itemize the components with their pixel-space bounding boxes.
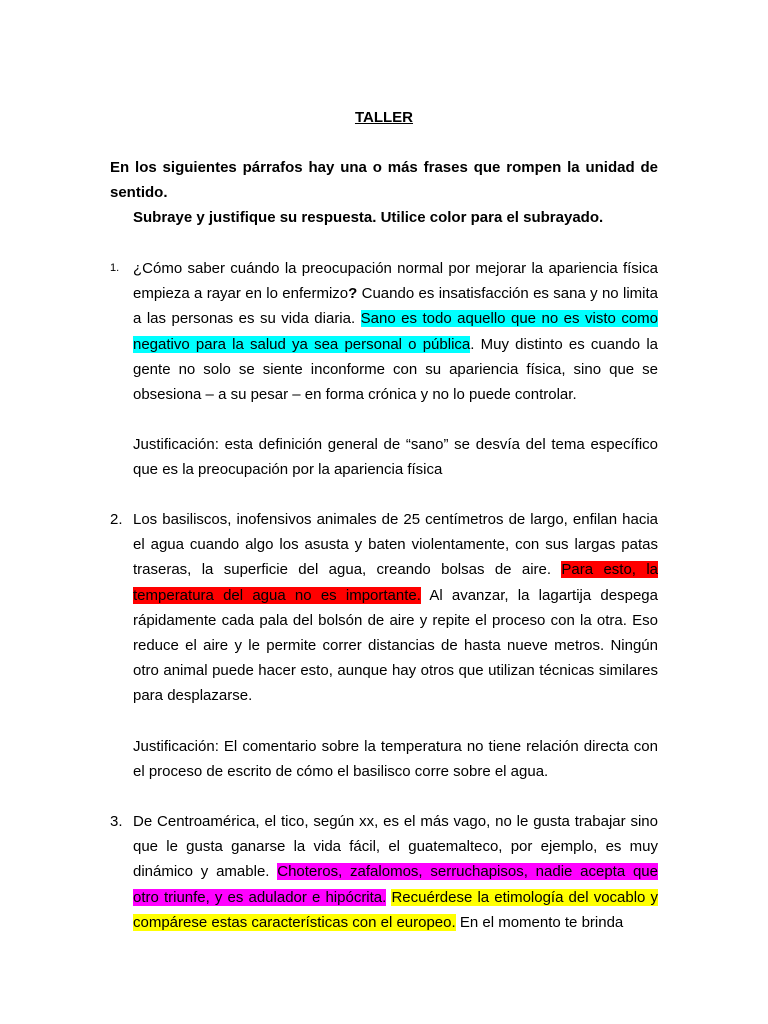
justification-1: Justificación: esta definición general de “sano” se desvía del tema específico que es la preocupación por la apariencia física	[133, 436, 658, 479]
exercise-item-3	[110, 809, 658, 935]
highlighted-sentence-yellow: Recuérdese la etimología del vocablo y compárese estas características con el europeo.	[133, 888, 659, 931]
item-paragraph	[133, 256, 658, 407]
page-title: TALLER	[354, 109, 414, 126]
justification-2: Justificación: El comentario sobre la temperatura no tiene relación directa con el proceso de escrito de cómo el basilisco corre sobre el agua.	[133, 738, 658, 781]
item-number: 1.	[110, 262, 120, 274]
highlighted-sentence-magenta: Choteros, zafalomos, serruchapisos, nadie acepta que otro triunfe, y es adulador e hipócrita.	[133, 863, 658, 906]
paragraph-text: Los basiliscos, inofensivos animales de 25 centímetros de largo, enfilan hacia el agua cuando algo los asusta y baten violentamente, con sus largas patas traseras, la superficie del agua, creando bolsas de aire.	[133, 511, 658, 579]
exercise-item-1	[110, 256, 658, 407]
question-mark: ?	[348, 285, 358, 303]
item-number: 3.	[110, 813, 123, 830]
instructions-line-2: Subraye y justifique su respuesta. Utilice color para el subrayado.	[133, 209, 604, 226]
paragraph-text: . Muy distinto es cuando la gente no solo se siente inconforme con su apariencia física, sino que se obsesiona – a su pesar – en forma crónica y no lo puede controlar.	[133, 335, 658, 404]
instructions-line-1: En los siguientes párrafos hay una o más frases que rompen la unidad de sentido.	[110, 159, 658, 201]
paragraph-text: ¿Cómo saber cuándo la preocupación normal por mejorar la apariencia física empieza a rayar en lo enfermizo	[133, 260, 658, 303]
highlighted-sentence: Sano es todo aquello que no es visto como negativo para la salud ya sea personal o pública	[133, 310, 658, 353]
paragraph-text: Cuando es insatisfacción es sana y no limita a las personas es su vida diaria.	[133, 285, 658, 328]
exercise-item-2	[110, 507, 658, 709]
highlighted-sentence: Para esto, la temperatura del agua no es importante.	[133, 561, 658, 604]
item-paragraph	[133, 809, 658, 935]
paragraph-text: Al avanzar, la lagartija despega rápidamente cada pala del bolsón de aire y repite el proceso con la otra. Eso reduce el aire y le permite correr distancias de hasta nueve metros. Ningún otro animal puede hacer esto, aunque hay otros que utilizan técnicas similares para desplazarse.	[133, 586, 658, 705]
paragraph-text: De Centroamérica, el tico, según xx, es el más vago, no le gusta trabajar sino que le gusta ganarse la vida fácil, el guatemalteco, por ejemplo, es muy dinámico y amable.	[133, 813, 658, 881]
paragraph-text: En el momento te brinda	[455, 913, 624, 931]
item-number: 2.	[110, 511, 123, 528]
item-paragraph	[133, 507, 658, 709]
